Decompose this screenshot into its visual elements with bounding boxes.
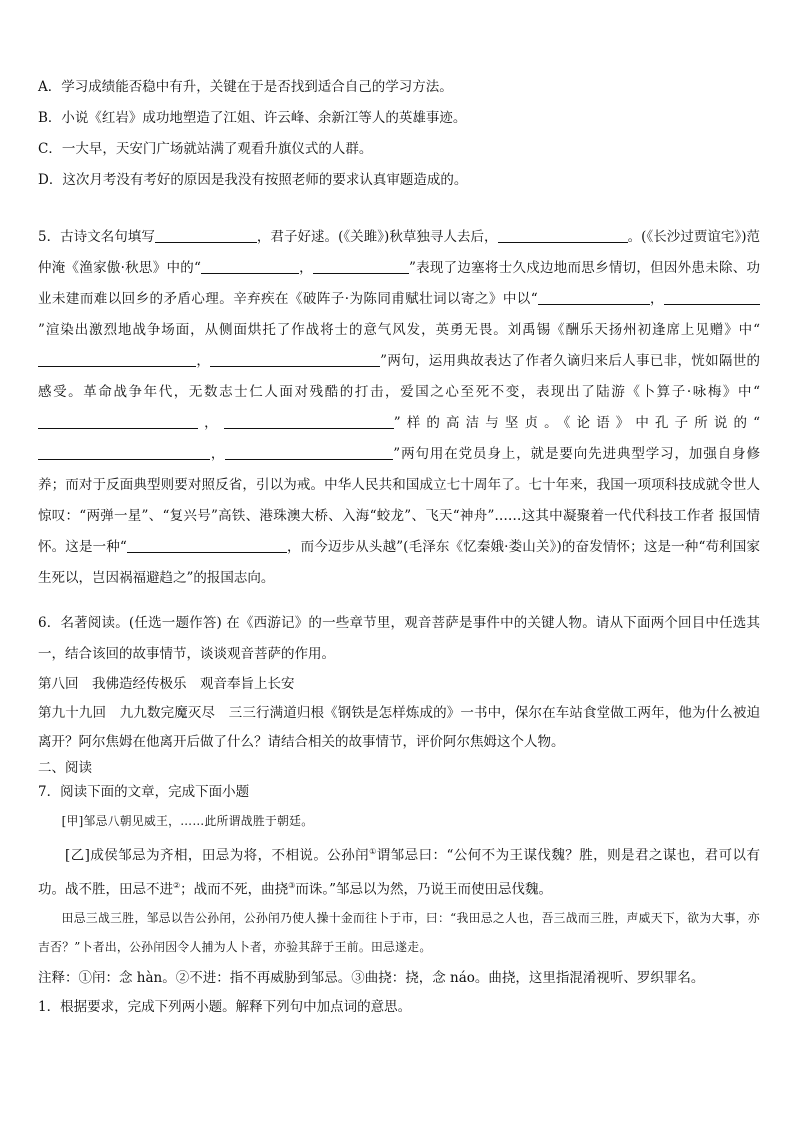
- option-b: B．小说《红岩》成功地塑造了江姐、许云峰、余新江等人的英雄事迹。: [38, 110, 467, 126]
- chapter-8: 第八回 我佛造经传极乐 观音奉旨上长安: [38, 676, 295, 692]
- exam-page: [38, 78, 760, 1020]
- answer-blank[interactable]: [498, 228, 628, 243]
- answer-blank[interactable]: [664, 290, 760, 305]
- question-7-title: 7．阅读下面的文章，完成下面小题: [38, 784, 250, 800]
- answer-blank[interactable]: [155, 228, 257, 243]
- section-reading: 二、阅读: [38, 760, 92, 776]
- question-5: 5．古诗文名句填写 ，君子好逑。(《关雎》)秋草独寻人去后， 。(《长沙过贾谊宅》)范仲淹《渔家傲·秋思》中的“ ， ”表现了边塞将士久戍边地而思乡情切，但因外患未除、功业未建而难以回乡的矛盾心理。辛弃疾在《破阵子·为陈同甫赋壮词以寄之》中以“ ，”渲染出激烈地战争场面，从侧面烘托了作战将士的意气风发，英勇无畏。刘禹锡《酬乐天扬州初逢席上见赠》中“， ”两句，运用典故表达了作者久谪归来后人事已非，恍如隔世的感受。革命战争年代，无数志士仁人面对残酷的打击，爱国之心至死不变，表现出了陆游《卜算子·咏梅》中“， ”样的高洁与坚贞。《论语》中孔子所说的“， ”两句用在党员身上，就是要向先进典型学习，加强自身修养；而对于反面典型则要对照反省，引以为戒。中华人民共和国成立七十周年了。七十年来，我国一项项科技成就令世人惊叹：“两弹一星”、“复兴号”高铁、港珠澳大桥、入海“蛟龙”、飞天“神舟”……这其中凝聚着一代代科技工作者 报国情怀。这是一种“ ，而今迈步从头越”(毛泽东《忆秦娥·娄山关》)的奋发情怀；这是一种“苟利国家生死以，岂因祸福避趋之”的报国志向。: [38, 229, 761, 586]
- answer-blank[interactable]: [38, 445, 210, 460]
- sub-question-1: 1．根据要求，完成下列两小题。解释下列句中加点词的意思。: [38, 999, 412, 1015]
- option-c: C．一大早，天安门广场就站满了观看升旗仪式的人群。: [38, 141, 373, 157]
- answer-blank[interactable]: [313, 259, 409, 274]
- answer-blank[interactable]: [210, 352, 380, 367]
- passage-yi: [乙]成侯邹忌为齐相，田忌为将，不相说。公孙闬①谓邹忌曰：“公何不为王谋伐魏？胜，则是君之谋也，君可以有功。战不胜，田忌不进②；战而不死，曲挠③而诛。”邹忌以为然，乃说王而使田忌伐魏。: [38, 847, 760, 897]
- answer-blank[interactable]: [224, 414, 394, 429]
- answer-blank[interactable]: [538, 290, 650, 305]
- option-d: D．这次月考没有考好的原因是我没有按照老师的要求认真审题造成的。: [38, 172, 468, 188]
- passage-yi-2: 田忌三战三胜，邹忌以告公孙闬，公孙闬乃使人操十金而往卜于市，曰：“我田忌之人也，吾三战而三胜，声威天下，欲为大事，亦吉否？”卜者出，公孙闬因令人捕为人卜者，亦验其辞于王前。田忌遂走。: [38, 911, 760, 954]
- answer-blank[interactable]: [225, 445, 393, 460]
- answer-blank[interactable]: [38, 414, 198, 429]
- chapter-99: 第九十九回 九九数完魔灭尽 三三行满道归根《钢铁是怎样炼成的》一书中，保尔在车站食堂做工两年，他为什么被迫离开？阿尔焦姆在他离开后做了什么？请结合相关的故事情节，评价阿尔焦姆这个人物。: [38, 705, 760, 750]
- answer-blank[interactable]: [38, 352, 196, 367]
- answer-blank[interactable]: [127, 538, 287, 553]
- annotations: 注释：①闬：念 hàn。②不进：指不再威胁到邹忌。③曲挠：挠，念 náo。曲挠，这里指混淆视听、罗织罪名。: [38, 970, 705, 986]
- question-6: 6．名著阅读。(任选一题作答) 在《西游记》的一些章节里，观音菩萨是事件中的关键人物。请从下面两个回目中任选其一，结合该回的故事情节，谈谈观音菩萨的作用。: [38, 615, 760, 662]
- option-a: A．学习成绩能否稳中有升，关键在于是否找到适合自己的学习方法。: [38, 79, 453, 95]
- answer-blank[interactable]: [201, 259, 299, 274]
- passage-jia: [甲]邹忌八朝见威王，……此所谓战胜于朝廷。: [61, 814, 314, 828]
